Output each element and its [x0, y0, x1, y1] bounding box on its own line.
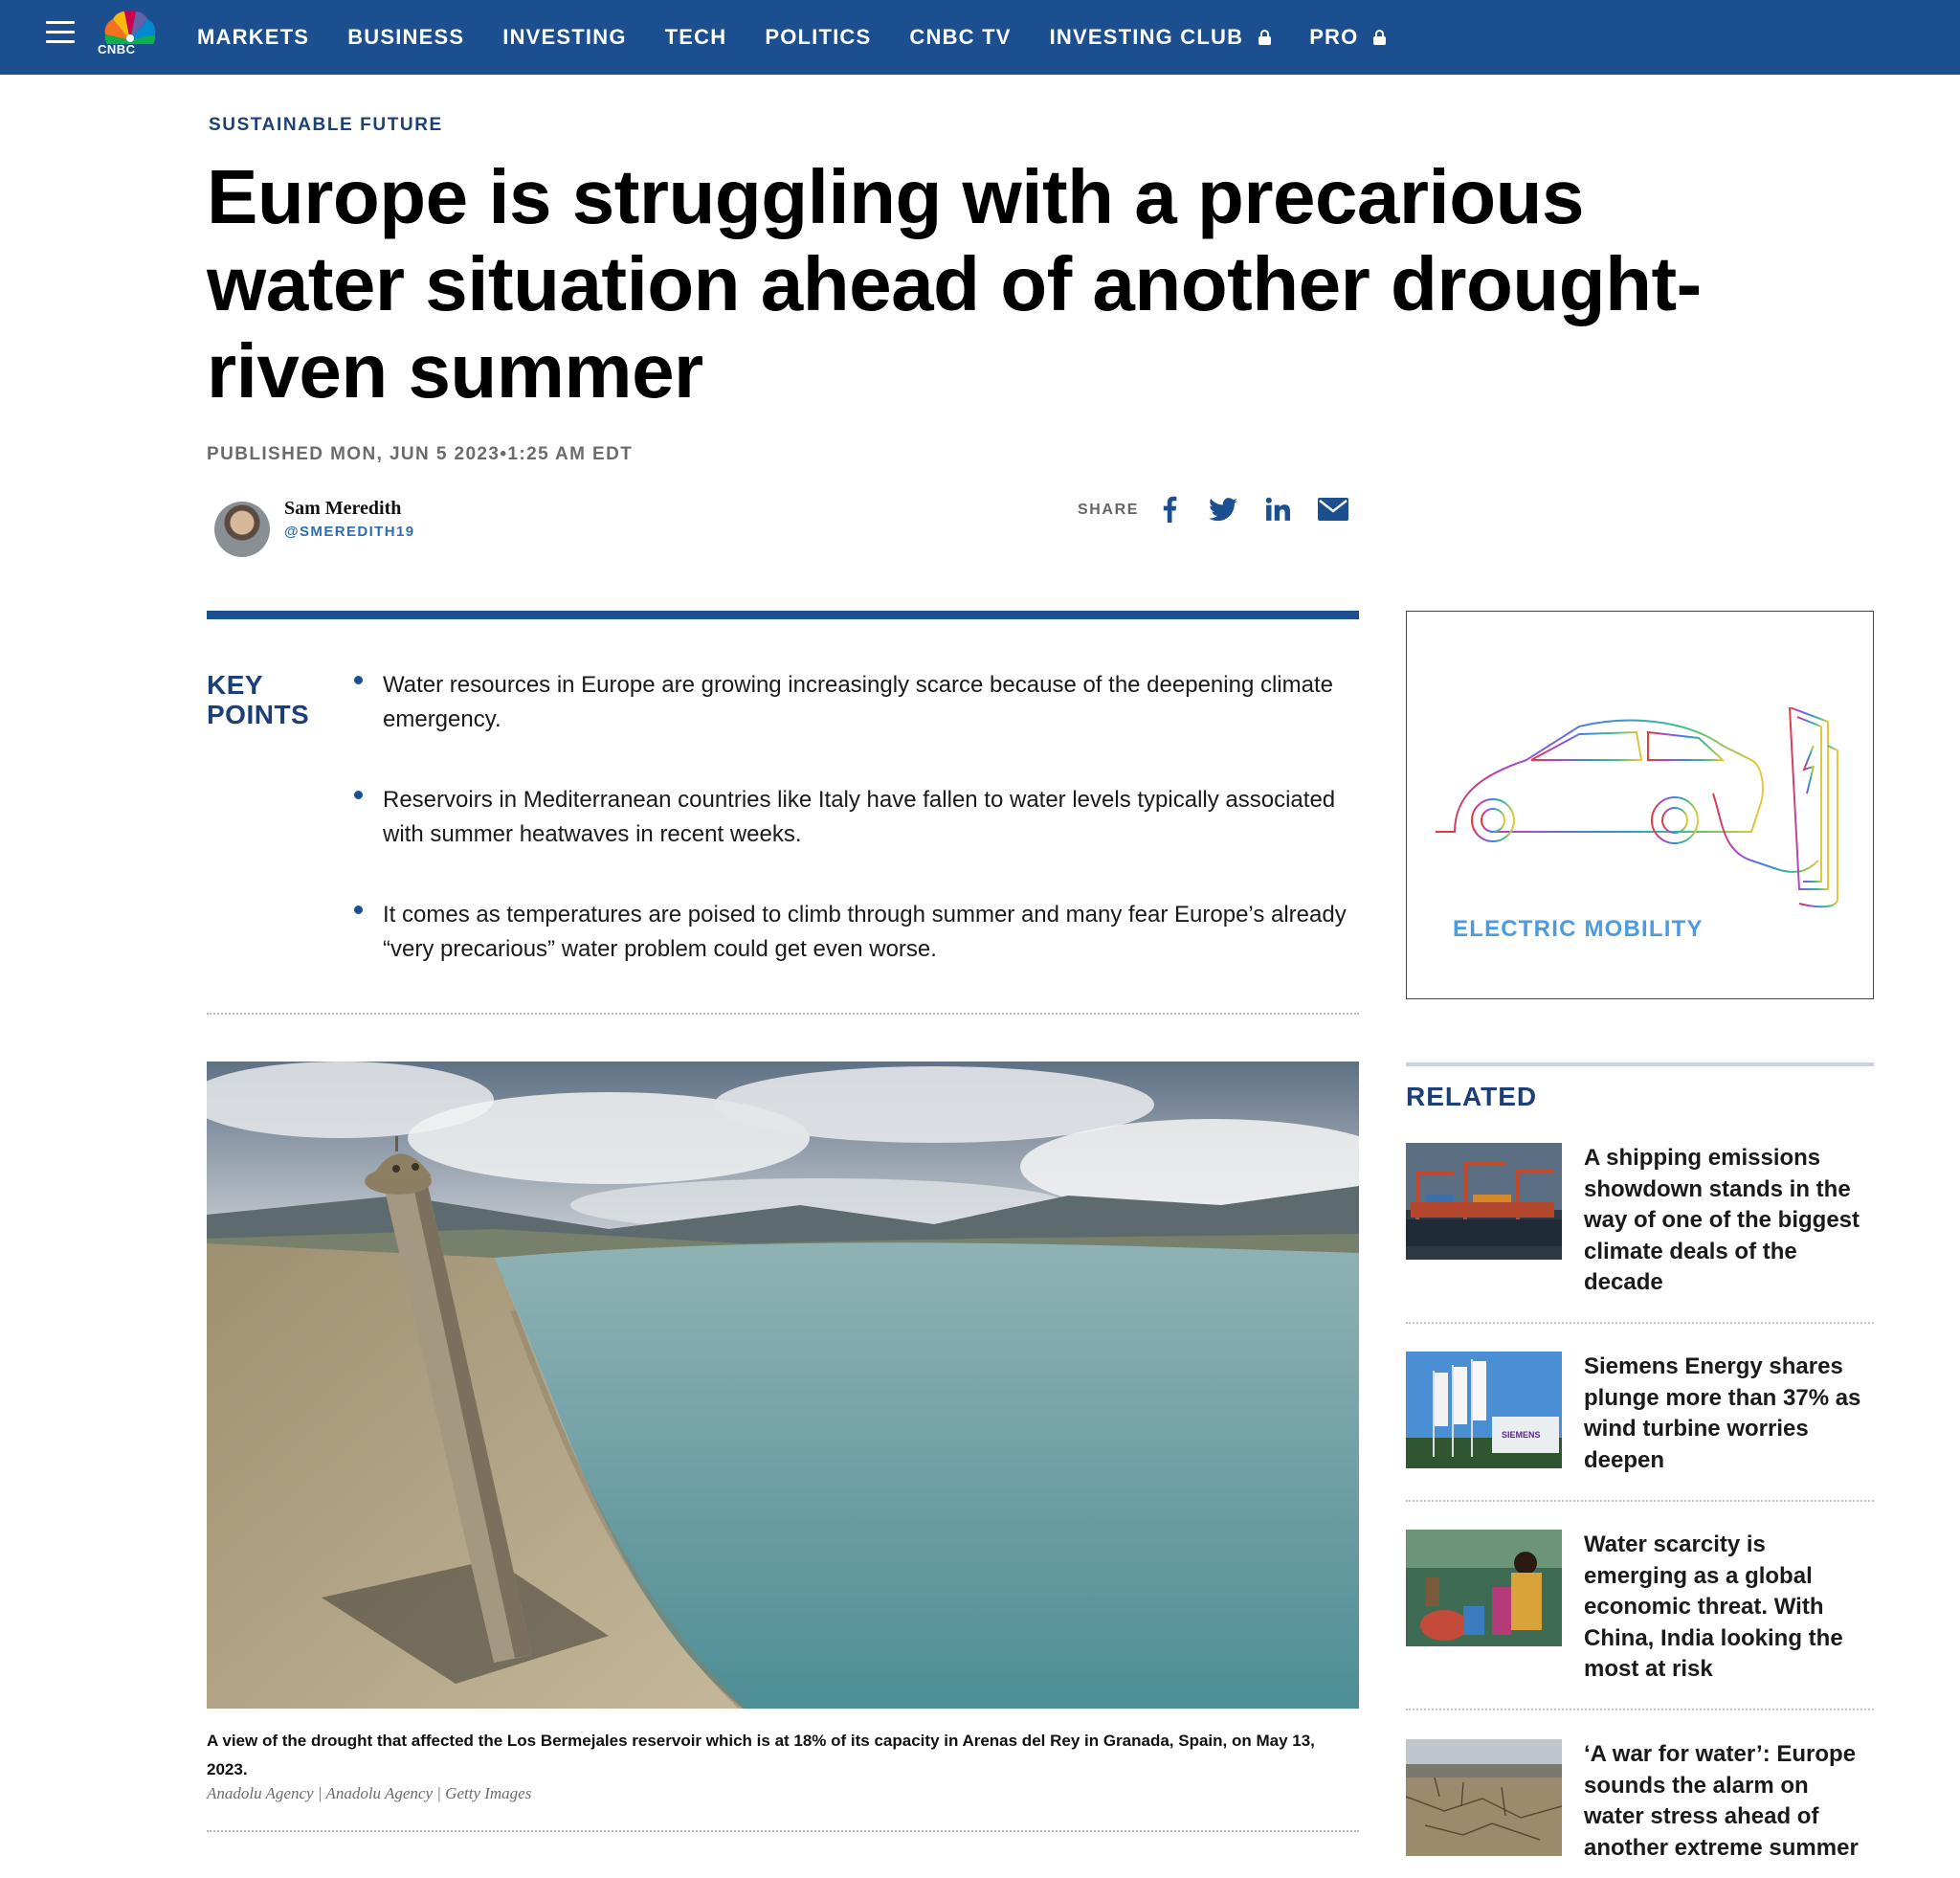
top-nav: [0, 0, 1960, 75]
twitter-icon[interactable]: [1208, 492, 1238, 526]
hero-photo-reservoir[interactable]: [207, 1062, 1359, 1709]
svg-text:SIEMENS: SIEMENS: [1502, 1430, 1541, 1440]
related-separator: [1406, 1709, 1874, 1710]
nav-item-label: BUSINESS: [347, 25, 465, 49]
key-points-divider: [207, 611, 1359, 619]
key-points-list: [354, 668, 1349, 1013]
nav-item-pro[interactable]: [1309, 25, 1386, 50]
nav-item-politics[interactable]: [765, 25, 871, 50]
related-title: A shipping emissions showdown stands in the way of one of the biggest climate deals of the decade: [1584, 1145, 1860, 1295]
author-avatar[interactable]: [214, 502, 270, 557]
published-timestamp: PUBLISHED MON, JUN 5 2023•1:25 AM EDT: [207, 444, 634, 464]
electric-mobility-promo[interactable]: [1406, 611, 1874, 999]
menu-icon[interactable]: [46, 21, 75, 44]
share-label: SHARE: [1078, 502, 1140, 518]
section-divider: [207, 1830, 1359, 1832]
related-article-siemens[interactable]: [1406, 1352, 1874, 1495]
nav-item-tech[interactable]: [665, 25, 727, 50]
related-thumbnail-siemens-flags: [1406, 1352, 1562, 1468]
lock-icon: [1258, 30, 1271, 45]
nav-item-investing[interactable]: [502, 25, 626, 50]
related-separator: [1406, 1322, 1874, 1324]
nav-menu: [197, 0, 1424, 75]
nav-item-label: INVESTING CLUB: [1049, 25, 1244, 49]
nav-item-label: POLITICS: [765, 25, 872, 49]
related-article-water-scarcity[interactable]: [1406, 1530, 1874, 1683]
promo-label: ELECTRIC MOBILITY: [1453, 916, 1704, 942]
key-points-title-line2: POINTS: [207, 700, 310, 729]
key-point-item: It comes as temperatures are poised to climb through summer and many fear Europe’s already “very precarious” water problem could get even worse.: [354, 898, 1349, 967]
nav-item-label: TECH: [664, 25, 727, 49]
key-points-title: [207, 670, 309, 729]
author-name-link[interactable]: Sam Meredith: [284, 498, 402, 519]
nav-item-investing-club[interactable]: [1050, 25, 1272, 50]
related-title: Water scarcity is emerging as a global economic threat. With China, India looking the most at risk: [1584, 1531, 1843, 1682]
related-divider: [1406, 1062, 1874, 1066]
photo-caption: A view of the drought that affected the Los Bermejales reservoir which is at 18% of its capacity in Arenas del Rey in Granada, Spain, on May 13, 2023.: [207, 1732, 1315, 1778]
section-kicker-link[interactable]: SUSTAINABLE FUTURE: [209, 115, 443, 135]
author-handle-link[interactable]: @SMEREDITH19: [284, 524, 415, 540]
nav-item-cnbc-tv[interactable]: [909, 25, 1011, 50]
nav-item-label: INVESTING: [502, 25, 627, 49]
related-title: Siemens Energy shares plunge more than 37% as wind turbine worries deepen: [1584, 1353, 1861, 1473]
logo-text: CNBC: [98, 42, 136, 56]
facebook-icon[interactable]: [1158, 492, 1181, 526]
article-headline: Europe is struggling with a precarious water situation ahead of another drought-riven summer: [207, 154, 1702, 414]
related-thumbnail-water-queue: [1406, 1530, 1562, 1646]
email-icon[interactable]: [1317, 492, 1349, 526]
related-article-shipping[interactable]: [1406, 1143, 1874, 1296]
related-thumbnail-dry-reservoir: [1406, 1739, 1562, 1856]
lock-icon: [1373, 30, 1386, 45]
related-heading: RELATED: [1406, 1082, 1538, 1111]
nav-item-label: MARKETS: [197, 25, 310, 49]
nav-item-label: PRO: [1309, 25, 1359, 49]
nav-item-label: CNBC TV: [909, 25, 1012, 49]
related-thumbnail-shipping-port: [1406, 1143, 1562, 1260]
key-point-item: Water resources in Europe are growing increasingly scarce because of the deepening climate emergency.: [354, 668, 1349, 737]
nav-item-business[interactable]: [347, 25, 464, 50]
nav-item-markets[interactable]: [197, 25, 309, 50]
related-title: ‘A war for water’: Europe sounds the alarm on water stress ahead of another extreme summer: [1584, 1741, 1859, 1861]
section-divider: [207, 1013, 1359, 1015]
electric-car-charger-illustration: [1436, 707, 1857, 918]
linkedin-icon[interactable]: [1263, 492, 1292, 526]
key-points-title-line1: KEY: [207, 670, 264, 700]
related-article-war-for-water[interactable]: [1406, 1739, 1874, 1873]
photo-credit: Anadolu Agency | Anadolu Agency | Getty Images: [207, 1784, 532, 1802]
key-point-item: Reservoirs in Mediterranean countries like Italy have fallen to water levels typically associated with summer heatwaves in recent weeks.: [354, 783, 1349, 852]
related-separator: [1406, 1500, 1874, 1502]
